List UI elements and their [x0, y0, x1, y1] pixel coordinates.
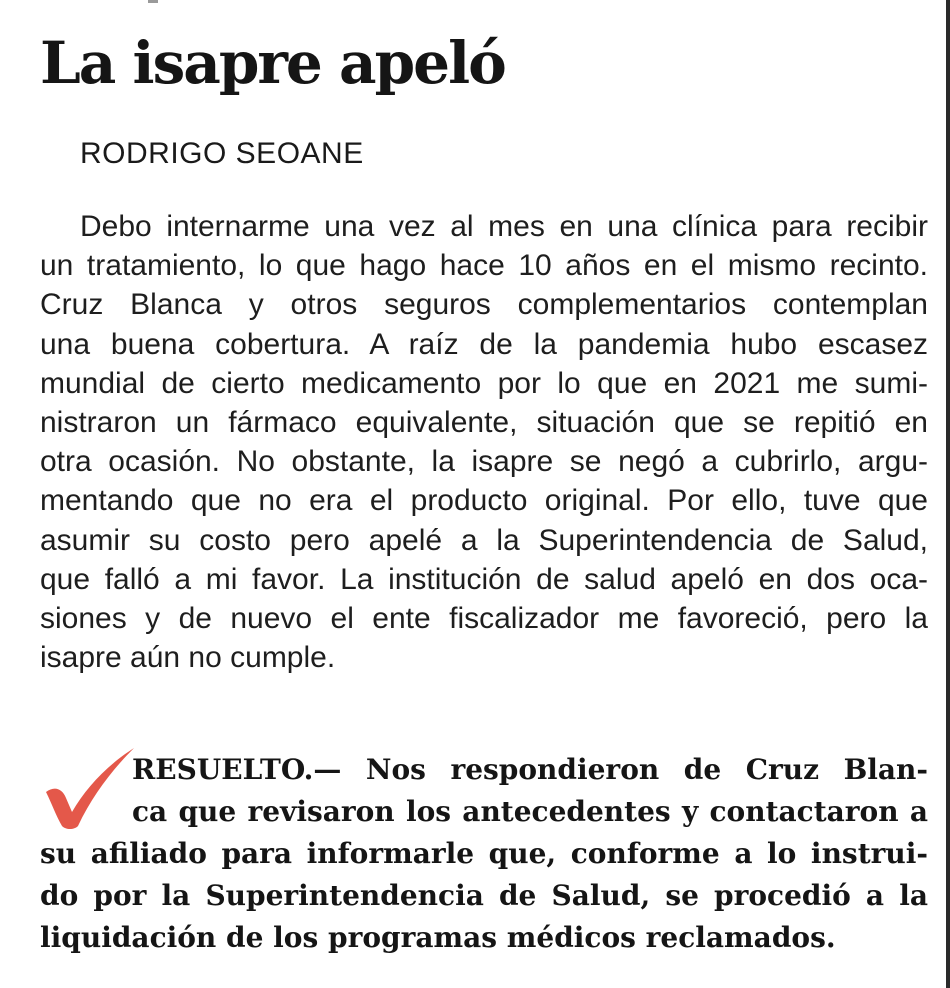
body-line: isapre aún no cumple. [40, 641, 336, 675]
headline: La isapre apeló [40, 29, 505, 97]
resolution-line: su afiliado para informarle que, conforme a lo instrui- [40, 837, 928, 870]
resolution-note [40, 749, 928, 959]
right-edge-border [946, 0, 950, 988]
body-line: otra ocasión. No obstante, la isapre se negó a cubrirlo, argu- [40, 445, 928, 479]
body-line: un tratamiento, lo que hago hace 10 años en el mismo recinto. [40, 249, 928, 283]
resolution-line: liquidación de los programas médicos reclamados. [40, 921, 836, 954]
byline: RODRIGO SEOANE [80, 137, 364, 170]
body-line: que falló a mi favor. La institución de salud apeló en dos oca- [40, 562, 928, 596]
body-line: mentando que no era el producto original. Por ello, tuve que [40, 484, 928, 518]
body-line: asumir su costo pero apelé a la Superintendencia de Salud, [40, 523, 928, 557]
resolution-line: RESUELTO.— Nos respondieron de Cruz Blan- [132, 753, 928, 786]
body-line: una buena cobertura. A raíz de la pandemia hubo escasez [40, 327, 928, 361]
resolution-line: ca que revisaron los antecedentes y contactaron a [132, 795, 928, 828]
top-edge-mark [148, 0, 158, 3]
body-line: siones y de nuevo el ente fiscalizador me favoreció, pero la [40, 601, 928, 635]
article-body [40, 207, 928, 677]
body-line: Debo internarme una vez al mes en una clínica para recibir [80, 210, 928, 243]
resolution-line: do por la Superintendencia de Salud, se procedió a la [40, 879, 928, 912]
body-line: mundial de cierto medicamento por lo que en 2021 me sumi- [40, 366, 928, 400]
body-line: nistraron un fármaco equivalente, situación que se repitió en [40, 405, 928, 439]
body-line: Cruz Blanca y otros seguros complementarios contemplan [40, 288, 928, 322]
